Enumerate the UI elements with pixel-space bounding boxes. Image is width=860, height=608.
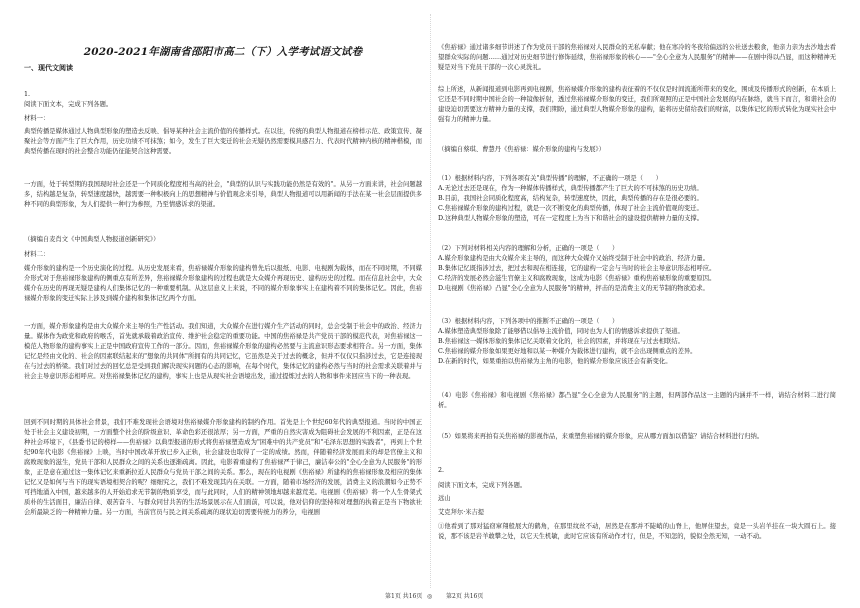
fold-mark-icon: ◎ [427, 593, 433, 600]
source-citation: （摘编自蔡琪、曹慧丹《焦裕禄：媒介形象的建构与发展》） [438, 146, 605, 153]
sub-question-1: （1）根据材料内容，下列各项有关"典型传播"的理解，不正确的一项是（ ） A.无论过去还是现在，作为一种媒体传播样式，典型传播都产生了巨大的不可抹煞的历史功绩。 B.目前，我国社会同质化程度高，结构复杂，转型速度快，因此，典型传播的存在是很必要的。 C.焦裕禄媒介形象的建构过程，就是一次不断变化的典型传播，体现了社会主流价值观的变迁。 D.这种典型人物媒介形象的塑造，可在一定程度上为当下和谐社会的建设提供精神力量的支撑。 [438, 175, 703, 222]
passage-author: 艾克拜尔·米吉提 [438, 509, 485, 516]
material2-paragraph: 媒介形象的建构是一个历史演化的过程。从历史发展来看，焦裕禄媒介形象的建构曾先后以报纸、电影、电视剧为载体，而在不同时期，不同媒介形式对于焦裕禄形象建构的侧重点有所差异，焦裕禄媒介形象建构的过程也就是大众媒介再现历史、建构历史的过程。而在信息社会中，大众媒介在历史的再现无疑是建构人们集体记忆的一种重要机制。从这层意义上来说，不同的媒介形象事实上在建构着不同的集体记忆。因此，焦裕禄媒介形象的变迁实际上涉及到媒介建构和集体记忆两个方面。 [24, 265, 422, 302]
material-label: 材料一： [24, 115, 50, 122]
question-number: 2. [438, 467, 445, 474]
sub-question-2: （2）下列对材料相关内容的理解和分析，正确的一项是（ ） A.媒介形象建构是由大众媒介来主导的，而这种大众媒介又始终受制于社会中的政治、经济力量。 B.集体记忆既指涉过去，把过去和现在相连接，它的建构一定会与当时的社会主导意识形态相呼应。 C.经济的发展必然会滋生官僚主义和腐败现象，这成为电影《焦裕禄》重构焦裕禄形象的重要原因。 D.电视剧《焦裕禄》凸显"全心全意为人民服务"的精神，抨击的是消费主义的无节制的物欲追求。 [438, 245, 716, 292]
source-citation: （摘编自麦肖文《中国典型人物报道创新研究》） [24, 236, 160, 243]
question-intro: 阅读下面文本，完成下列各题。 [438, 482, 527, 489]
sub-question-3: （3）根据材料内容，下列各项中的推断不正确的一项是（ ） A.媒体塑造典型形象除了能够借以倡导主流价值，同时也为人们的情感诉求提供了渠道。 B.焦裕禄这一媒体形象的集体记忆关联着文化的，社会的因素，并将现在与过去相联结。 C.焦裕禄的媒介形象如果更好地和以某一种媒介为载体进行建构，就不会出现侧重点的差异。 D.在新的时代，如果重拍以焦裕禄为主角的电影，他的媒介形象应该还会有新变化。 [438, 318, 697, 365]
passage-paragraph: ①他看到了那对猛窃窜翔般展大的鹤角，在那里纹丝不动，居然是在那并不陡峭的山脊上，他屏住望去，竟是一头岩羊挂在一块大圆石上。接说，那不该是岩羊敢攀之处，以它天生机敏，此时它应该有所动作才行，但是，不知怎的，貌似全然无知，一动不动。 [438, 523, 836, 540]
material1-paragraph: 一方面，处于转型期的我国现时社会还是一个同质化程度相当高的社会，"典型的认识与实践功能仍然是有效的"。从另一方面来讲，社会问题越多，结构越是复杂，转型速度越快，越需要一种积极向上的思想精神与价值观念来引导，典型人物报道可以用新闻的手法在某一社会层面提供多种不同的典型形象，为人们提供一种行为参照，乃至情感诉求的渠道。 [24, 181, 422, 208]
question-intro: 阅读下面文本，完成下列各题。 [24, 101, 113, 108]
material2-paragraph: 回到不同时期的具体社会背景，我们不难发现社会语境对焦裕禄媒介形象建构的制约作用。首先是上个世纪60年代的典型报道。当时的中国正处于社会主义建设初期，一方面整个社会的阶级意识、革命色彩还很浓厚；另一方面，严重的自然灾害成为阻碍社会发展的不利因素，正是在这种社会环境下，《县委书记的榜样——焦裕禄》以典型报道的形式将焦裕禄塑造成为"困难中的共产党员"和"毛泽东思想的实践者"，再到上个世纪90年代电影《焦裕禄》上映，当时中国改革开放已步入正轨，社会建设也取得了一定的成绩。然而，伴随着经济发展而来的却是官僚主义和腐败现象的滋生，党员干部和人民群众之间的关系也逐渐疏离。因此，电影着重建构了焦裕禄严于律己，廉洁奉公的"全心全意为人民服务"的形象，正是意在通过这一集体记忆来重新拉近人民群众与党员干部之间的关系。那么，现在的电视剧《焦裕禄》所建构的焦裕禄形象及相应的集体记忆又是如何与当下的现实语境相契合的呢？细细究之，我们不难发现其内在关联。一方面，随着市场经济的发展，消费主义的浪潮如今正势不可挡地涌入中国，越来越多的人开始追求无节制的物质享受，而与此同时，人们的精神领地却越来越荒芜。电视剧《焦裕禄》将一个人生骨架式质朴的生活面目，廉洁自律、艰苦奋斗、与群众同甘共苦的生活场景展示在人们面前，可以说，他对信仰的坚持和对理想的执着正是当下物欲社会所最缺乏的一种精神力量。另一方面，当前官员与民之间关系疏离的现状迫切需要传统力的养分，电视剧 [24, 419, 422, 516]
sub-question-5: （5）如果将来再拍有关焦裕禄的影视作品，来重塑焦裕禄的媒介形象，应从哪方面加以借鉴？请结合材料进行归纳。 [438, 433, 764, 440]
material2-paragraph: 综上所述，从新闻报道到电影再到电视剧，焦裕禄媒介形象的建构表征着的不仅仅是时间流逝所带来的变化，围成及传播形式的创新，在本质上它还是不同时期中国社会的一种镜像折射，透过焦裕禄媒介形象的变迁，我们所观照的正是中国社会发展的内在脉络，就当下而言，和谐社会的建设迫切需要这方精神力量的支撑，我们期盼，通过典型人物媒介形象的建构，能将历史留给我们的财富，以集体记忆的形式转化为现实社会中强有力的精神力量。 [438, 86, 836, 123]
section-heading: 一、现代文阅读 [24, 64, 73, 72]
passage-title: 远山 [438, 495, 451, 502]
question-number: 1. [24, 91, 31, 98]
page-divider [430, 14, 431, 588]
page-number-right: 第2页 共16页 [446, 593, 484, 600]
material2-paragraph: 《焦裕禄》通过诸多细节讲述了作为党员干部的焦裕禄对人民群众的无私奉献；他在寒冷的冬夜给偏远的公社送去粮食，他亲力亲为去沙地去看望群众实际的问题……通过对历史细节进行修饰延续，焦裕禄形象的核心——"全心全意为人民服务"的精神——在剧中得以凸显，而这种精神无疑是对当下党员干部的一次心灵洗礼。 [438, 44, 836, 71]
exam-title: 2020-2021年湖南省邵阳市高二（下）入学考试语文试卷 [83, 46, 363, 58]
page-number-left: 第1页 共16页 [385, 593, 423, 600]
material1-paragraph: 典型传播是媒体通过人物典型形象的塑造去反映、倡导某种社会主流价值的传播样式。在以往，传统的典型人物报道在榜样示范、政策宣传、凝聚社会等方面产生了巨大作用，历史功绩不可抹煞；如今，发生了巨大变迁的社会无疑仍然需要模具感召力、代表时代精神内核的精神楷模，而典型传播在现时的社会整合功能仍征能契合这种需要。 [24, 128, 422, 155]
material2-paragraph: 一方面，媒介形象建构是由大众媒介来主导的生产性活动。我们知道，大众媒介在进行媒介生产活动的同时，总会受制于社会中的政治、经济力量。媒体作为政党和政府的喉舌，首先就承载着政治宣传、维护社会稳定的重要功能。中国的焦裕禄是共产党员干部的模范代表，对焦裕禄这一模范人物形象的建构事实上正是中国政府宣传工作的一部分。因而，焦裕禄媒介形象的建构必然要与主流意识形态要求相符合。另一方面，集体记忆是经由文化的、社会的因素联结起来的"想象的共同体"所拥有的共同记忆，它虽然是关于过去的概念，但并不仅仅只指涉过去，它是连接现在与过去的桥梁。我们对过去的回忆总是受到我们解决现实问题的心态的影响，在每个时代，集体记忆的建构必然与当时的社会需求关联着并与社会主导意识形态相呼应。对焦裕禄集体记忆的建构，事实上也是从现实社会语境出发，通过提炼过去的人物和事件来回应当下的一种表现。 [24, 323, 422, 380]
material-label: 材料二： [24, 251, 50, 258]
sub-question-4: （4）电影《焦裕禄》和电视剧《焦裕禄》都凸显"全心全意为人民服务"的主题，但两部作品这一主题的内涵并不一样，请结合材料二进行简析。 [438, 392, 836, 409]
